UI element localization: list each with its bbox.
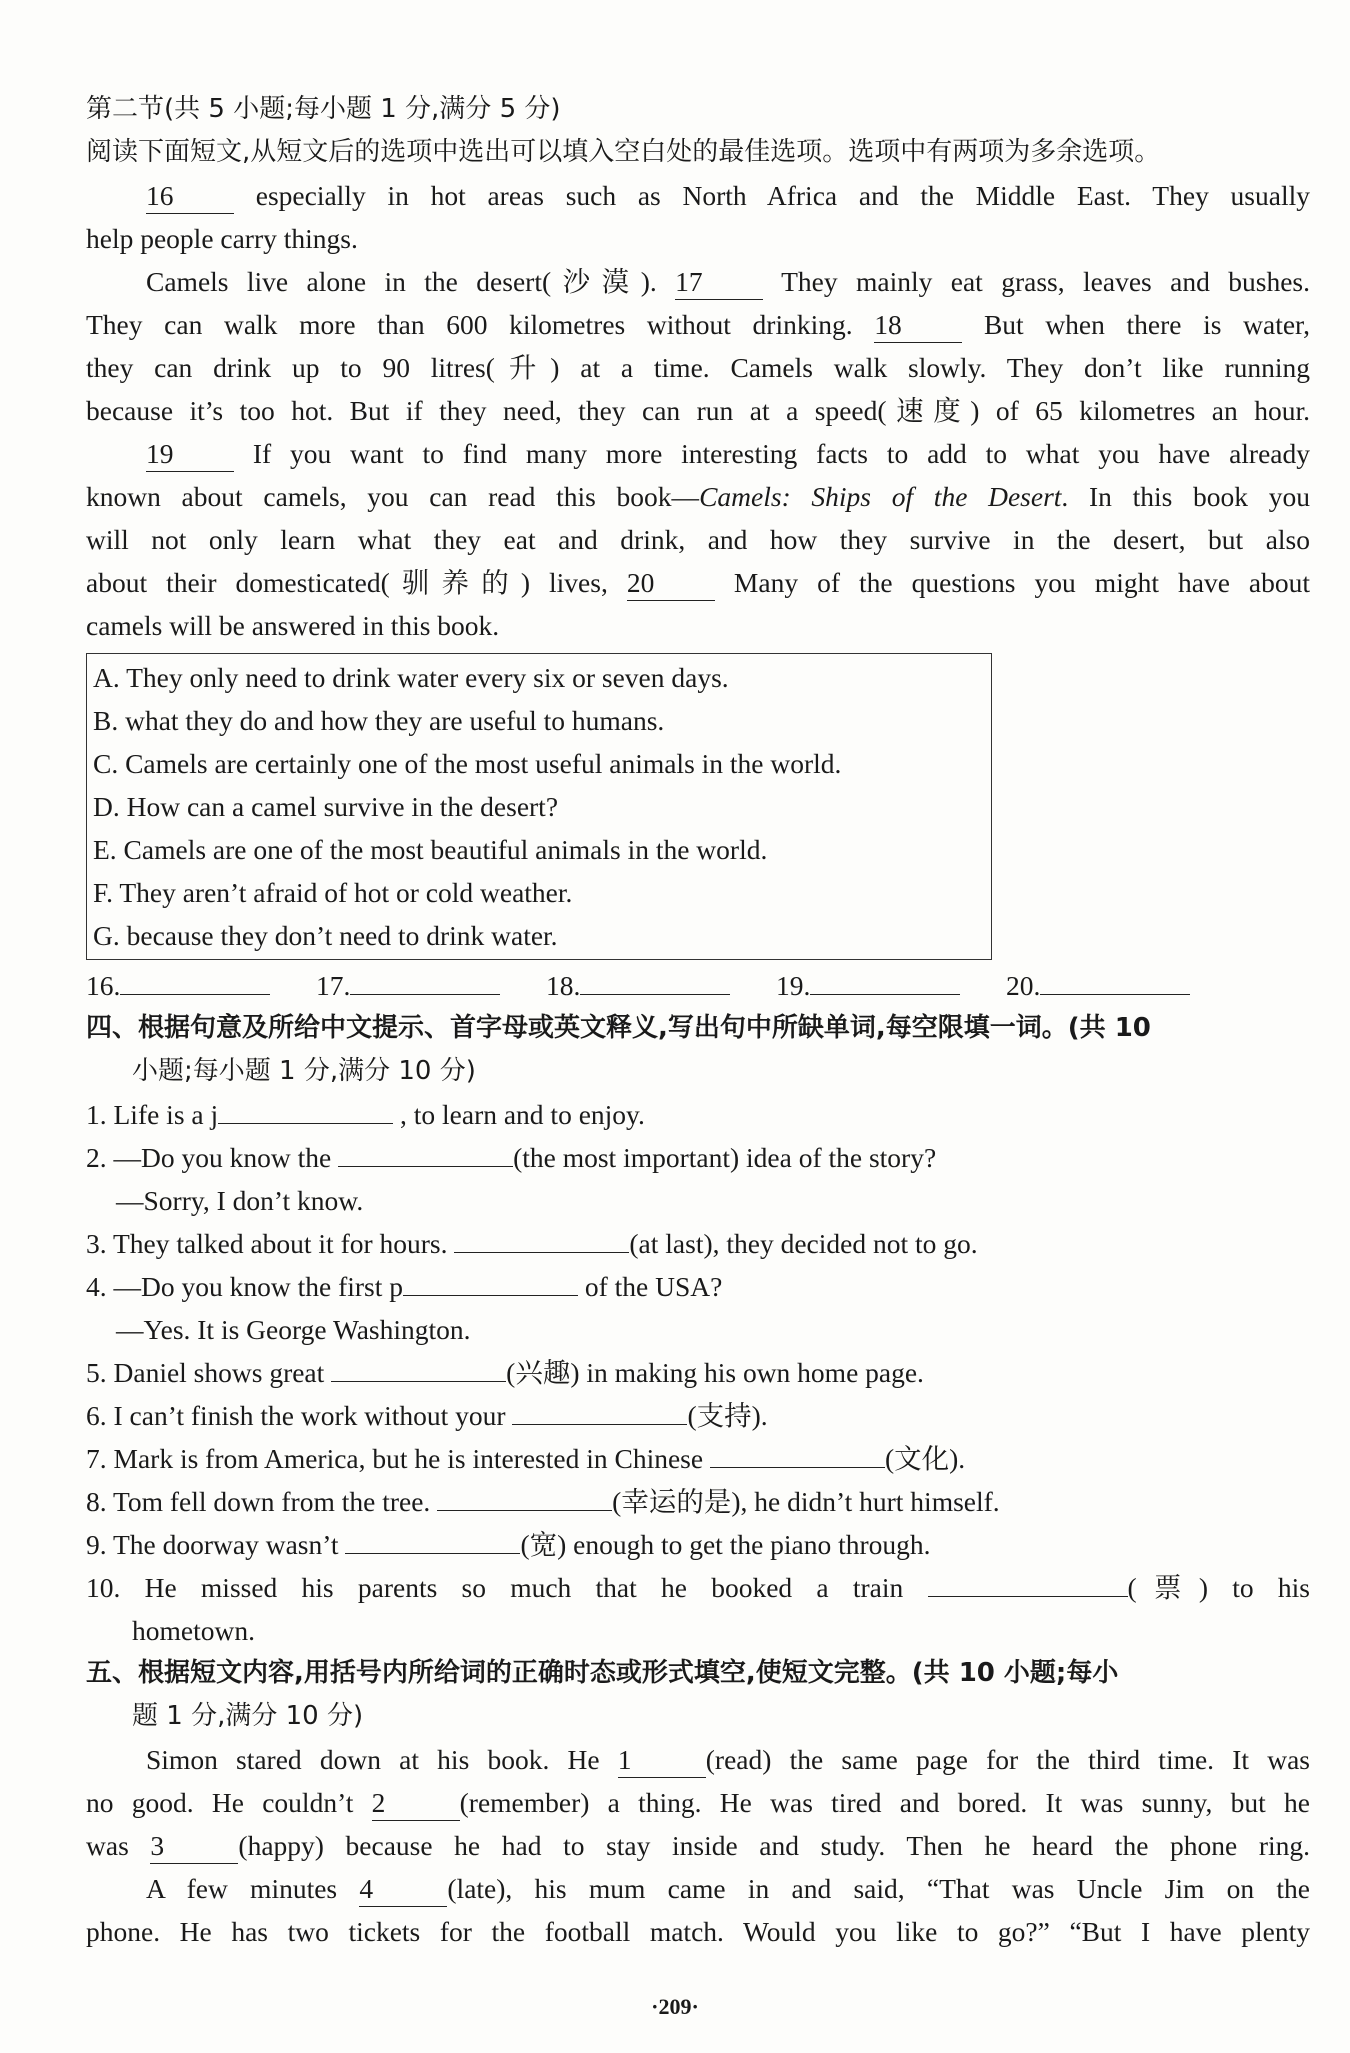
question-4-reply: —Yes. It is George Washington. [116, 1314, 471, 1345]
section5-heading: 五、根据短文内容,用括号内所给词的正确时态或形式填空,使短文完整。(共 10 小题;每小 [86, 1658, 1119, 1688]
passage-text: about their domesticated(驯养的) lives, [86, 567, 608, 598]
question-text: of the USA? [584, 1271, 723, 1302]
blank-3[interactable]: 3 [150, 1829, 238, 1864]
answer-20 [1006, 964, 1236, 1007]
question-text: (支持). [687, 1400, 768, 1431]
answer-blank[interactable] [512, 1424, 687, 1425]
blank-2[interactable]: 2 [372, 1786, 460, 1821]
passage-line [86, 1738, 1310, 1781]
passage-line: because it’s too hot. But if they need, they can run at a speed(速度) of 65 kilometres an hour. [86, 395, 1310, 426]
passage-line [86, 475, 1310, 518]
question-text: 7. Mark is from America, but he is interested in Chinese [86, 1443, 704, 1474]
answer-blank[interactable] [345, 1553, 520, 1554]
answer-blank[interactable] [928, 1596, 1128, 1597]
answer-row [86, 964, 1310, 1007]
options-box [86, 653, 992, 960]
passage-line [86, 1824, 1310, 1867]
book-title: Camels: Ships of the Desert [699, 481, 1062, 512]
answer-17 [316, 964, 546, 1007]
answer-label: 17. [316, 970, 351, 1001]
page-number: ·209· [651, 1994, 699, 2019]
passage-text: (remember) a thing. He was tired and bored. It was sunny, but he [459, 1787, 1311, 1818]
answer-blank[interactable] [350, 994, 500, 995]
question-text: 4. —Do you know the first p [86, 1271, 403, 1302]
passage-line: they can drink up to 90 litres(升) at a time. Camels walk slowly. They don’t like running [86, 352, 1310, 383]
passage-text: (late), his mum came in and said, “That was Uncle Jim on the [447, 1873, 1310, 1904]
question-text: (文化). [884, 1443, 966, 1474]
passage-line [86, 561, 1310, 604]
section4-heading-cont: 小题;每小题 1 分,满分 10 分) [132, 1056, 476, 1086]
answer-blank[interactable] [1040, 994, 1190, 995]
question-4 [86, 1265, 1310, 1308]
page-content [86, 88, 1310, 1953]
answer-blank[interactable] [580, 994, 730, 995]
option-a: A. They only need to drink water every six or seven days. [93, 662, 729, 693]
blank-16[interactable]: 16 [146, 179, 234, 214]
blank-1[interactable]: 1 [618, 1743, 706, 1778]
question-text: 1. Life is a j [86, 1099, 219, 1130]
question-5 [86, 1351, 1310, 1394]
question-text: (宽) enough to get the piano through. [520, 1529, 931, 1560]
question-text: , to learn and to enjoy. [400, 1099, 645, 1130]
answer-16 [86, 964, 316, 1007]
passage-text: Simon stared down at his book. He [146, 1744, 600, 1775]
answer-blank[interactable] [403, 1295, 578, 1296]
answer-blank[interactable] [710, 1467, 885, 1468]
passage-line [86, 1781, 1310, 1824]
passage-text: They can walk more than 600 kilometres without drinking. [86, 309, 853, 340]
blank-4[interactable]: 4 [359, 1872, 447, 1907]
answer-blank[interactable] [810, 994, 960, 995]
question-7 [86, 1437, 1310, 1480]
question-10 [86, 1566, 1310, 1609]
question-8 [86, 1480, 1310, 1523]
passage-line [86, 432, 1310, 475]
answer-blank[interactable] [454, 1252, 629, 1253]
passage-text: known about camels, you can read this book— [86, 481, 700, 512]
passage-text: But when there is water, [983, 309, 1310, 340]
answer-label: 16. [86, 970, 121, 1001]
question-10-cont: hometown. [132, 1615, 255, 1646]
answer-blank[interactable] [331, 1381, 506, 1382]
section2-heading: 第二节(共 5 小题;每小题 1 分,满分 5 分) [86, 94, 561, 124]
answer-blank[interactable] [120, 994, 270, 995]
blank-19[interactable]: 19 [146, 437, 234, 472]
question-text: (兴趣) in making his own home page. [506, 1357, 924, 1388]
question-text: 3. They talked about it for hours. [86, 1228, 448, 1259]
passage-line: phone. He has two tickets for the football match. Would you like to go?” “But I have plenty [86, 1916, 1310, 1947]
passage-text: especially in hot areas such as North Africa and the Middle East. They usually [255, 180, 1311, 211]
question-text: 6. I can’t finish the work without your [86, 1400, 506, 1431]
passage-text: They mainly eat grass, leaves and bushes. [781, 266, 1310, 297]
option-g: G. because they don’t need to drink water. [93, 920, 558, 951]
answer-blank[interactable] [338, 1166, 513, 1167]
question-6 [86, 1394, 1310, 1437]
section5-heading-cont: 题 1 分,满分 10 分) [132, 1701, 364, 1731]
passage-text: Camels live alone in the desert(沙漠). [146, 266, 657, 297]
passage-line: will not only learn what they eat and drink, and how they survive in the desert, but also [86, 524, 1310, 555]
passage-text: A few minutes [146, 1873, 338, 1904]
question-text: (the most important) idea of the story? [513, 1142, 937, 1173]
passage-line [86, 174, 1310, 217]
answer-label: 20. [1006, 970, 1041, 1001]
blank-17[interactable]: 17 [675, 265, 763, 300]
passage-line: camels will be answered in this book. [86, 610, 500, 641]
question-text: 9. The doorway wasn’t [86, 1529, 339, 1560]
passage-line [86, 303, 1310, 346]
passage-line [86, 1867, 1310, 1910]
passage-text: Many of the questions you might have about [733, 567, 1311, 598]
passage-text: (read) the same page for the third time. It was [705, 1744, 1310, 1775]
section2-instruction: 阅读下面短文,从短文后的选项中选出可以填入空白处的最佳选项。选项中有两项为多余选项。 [86, 137, 1161, 167]
passage-text: was [86, 1830, 129, 1861]
answer-18 [546, 964, 776, 1007]
blank-20[interactable]: 20 [627, 566, 715, 601]
question-1 [86, 1093, 1310, 1136]
question-text: (at last), they decided not to go. [629, 1228, 978, 1259]
question-text: 2. —Do you know the [86, 1142, 332, 1173]
question-text: 8. Tom fell down from the tree. [86, 1486, 431, 1517]
answer-blank[interactable] [218, 1123, 393, 1124]
blank-18[interactable]: 18 [874, 308, 962, 343]
question-3 [86, 1222, 1310, 1265]
question-2 [86, 1136, 1310, 1179]
option-e: E. Camels are one of the most beautiful animals in the world. [93, 834, 768, 865]
option-c: C. Camels are certainly one of the most useful animals in the world. [93, 748, 842, 779]
passage-text: (happy) because he had to stay inside and study. Then he heard the phone ring. [238, 1830, 1311, 1861]
option-f: F. They aren’t afraid of hot or cold weather. [93, 877, 573, 908]
question-text: (幸运的是), he didn’t hurt himself. [612, 1486, 1000, 1517]
answer-blank[interactable] [437, 1510, 612, 1511]
passage-line: help people carry things. [86, 223, 358, 254]
question-text: 5. Daniel shows great [86, 1357, 325, 1388]
passage-text: . In this book you [1061, 481, 1310, 512]
answer-label: 18. [546, 970, 581, 1001]
option-d: D. How can a camel survive in the desert? [93, 791, 559, 822]
question-text: 10. He missed his parents so much that he booked a train [86, 1572, 904, 1603]
question-9 [86, 1523, 1310, 1566]
question-2-reply: —Sorry, I don’t know. [116, 1185, 364, 1216]
answer-label: 19. [776, 970, 811, 1001]
section4-heading: 四、根据句意及所给中文提示、首字母或英文释义,写出句中所缺单词,每空限填一词。(共 10 [86, 1013, 1151, 1043]
passage-text: If you want to find many more interesting facts to add to what you have already [252, 438, 1311, 469]
passage-line [86, 260, 1310, 303]
option-b: B. what they do and how they are useful to humans. [93, 705, 665, 736]
answer-19 [776, 964, 1006, 1007]
passage-text: no good. He couldn’t [86, 1787, 354, 1818]
question-text: (票) to his [1127, 1572, 1310, 1603]
